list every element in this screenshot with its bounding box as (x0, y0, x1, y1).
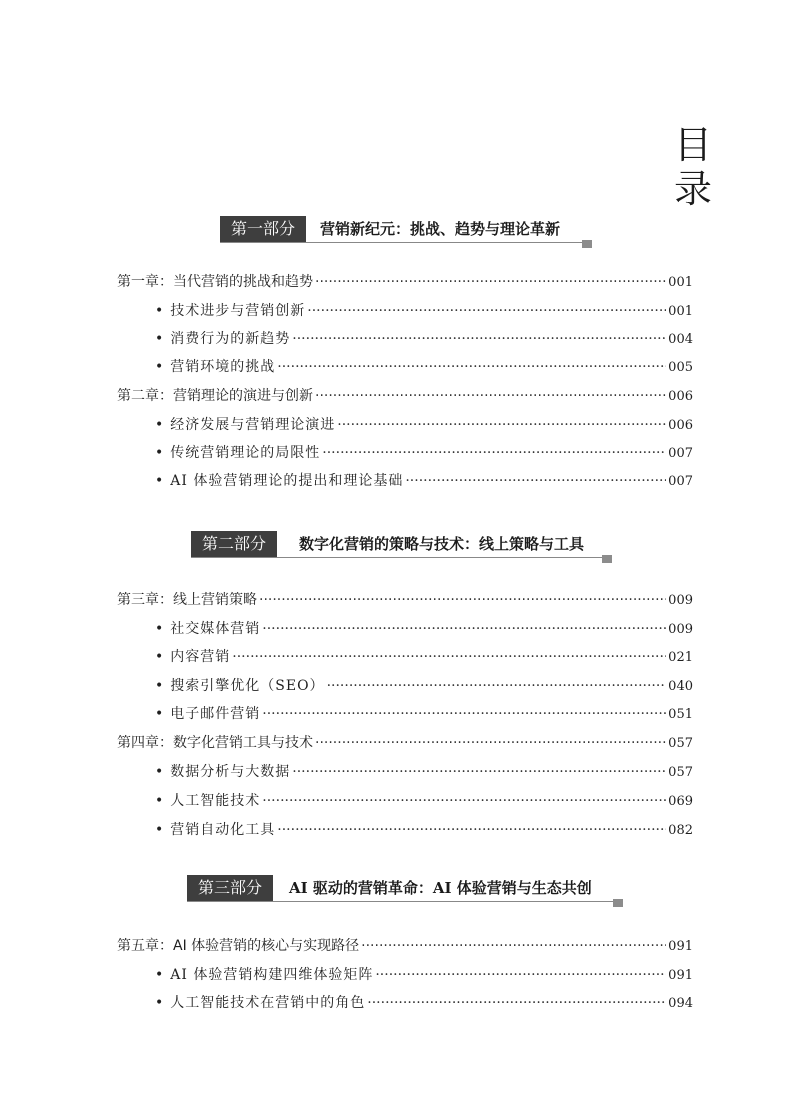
part-marker (602, 555, 612, 563)
entry-page: 001 (668, 304, 693, 319)
leader-dots (315, 733, 666, 753)
leader-dots (337, 415, 666, 435)
toc-chapter-entry[interactable] (117, 590, 693, 610)
bullet: • (155, 822, 165, 838)
part-title: 数字化营销的策略与技术：线上策略与工具 (299, 535, 585, 553)
part-title: 营销新纪元：挑战、趋势与理论革新 (320, 220, 561, 238)
leader-dots (405, 471, 666, 491)
entry-page: 021 (668, 650, 693, 665)
entry-title: 电子邮件营销 (170, 706, 261, 722)
entry-title: 第一章：当代营销的挑战和趋势 (117, 274, 313, 290)
toc-section-entry[interactable] (155, 471, 693, 491)
entry-title: 人工智能技术 (170, 793, 261, 809)
toc-chapter-entry[interactable] (117, 272, 693, 292)
leader-dots (315, 272, 666, 292)
entry-title: 第三章：线上营销策略 (117, 592, 257, 608)
bullet: • (155, 706, 165, 722)
part-heading (187, 875, 623, 907)
entry-title: 第二章：营销理论的演进与创新 (117, 388, 313, 404)
part-label: 第一部分 (220, 216, 306, 242)
toc-section-entry[interactable] (155, 676, 693, 696)
entry-page: 057 (668, 765, 693, 780)
page-title-char-1: 目 (673, 123, 712, 167)
bullet: • (155, 649, 165, 665)
leader-dots (277, 820, 666, 840)
entry-page: 004 (668, 332, 693, 347)
leader-dots (232, 647, 666, 667)
entry-page: 051 (668, 707, 693, 722)
part-rule (191, 557, 612, 558)
leader-dots (262, 791, 666, 811)
part-marker (613, 899, 623, 907)
leader-dots (361, 936, 666, 956)
toc-chapter-entry[interactable] (117, 386, 693, 406)
toc-section-entry[interactable] (155, 820, 693, 840)
toc-section-entry[interactable] (155, 357, 693, 377)
entry-title: 人工智能技术在营销中的角色 (170, 995, 366, 1011)
entry-title: AI 体验营销构建四维体验矩阵 (170, 967, 374, 983)
toc-chapter-entry[interactable] (117, 733, 693, 753)
leader-dots (367, 993, 666, 1013)
toc-section-entry[interactable] (155, 619, 693, 639)
entry-page: 091 (668, 939, 693, 954)
leader-dots (292, 329, 666, 349)
leader-dots (315, 386, 666, 406)
entry-page: 005 (668, 360, 693, 375)
leader-dots (259, 590, 666, 610)
bullet: • (155, 995, 165, 1011)
bullet: • (155, 621, 165, 637)
leader-dots (375, 965, 666, 985)
entry-title: 第五章：AI 体验营销的核心与实现路径 (117, 938, 360, 954)
part-label: 第二部分 (191, 531, 277, 557)
bullet: • (155, 303, 165, 319)
entry-title: 数据分析与大数据 (170, 764, 291, 780)
leader-dots (307, 301, 666, 321)
bullet: • (155, 331, 165, 347)
leader-dots (277, 357, 666, 377)
entry-title: 营销环境的挑战 (170, 359, 276, 375)
leader-dots (262, 619, 666, 639)
toc-section-entry[interactable] (155, 704, 693, 724)
entry-title: 第四章：数字化营销工具与技术 (117, 735, 313, 751)
toc-chapter-entry[interactable] (117, 936, 693, 956)
entry-page: 009 (668, 622, 693, 637)
toc-section-entry[interactable] (155, 443, 693, 463)
toc-section-entry[interactable] (155, 762, 693, 782)
part-title: AI 驱动的营销革命：AI 体验营销与生态共创 (289, 879, 592, 897)
toc-section-entry[interactable] (155, 329, 693, 349)
bullet: • (155, 417, 165, 433)
part-label: 第三部分 (187, 875, 273, 901)
leader-dots (262, 704, 666, 724)
entry-page: 007 (668, 474, 693, 489)
entry-title: 消费行为的新趋势 (170, 331, 291, 347)
entry-title: AI 体验营销理论的提出和理论基础 (170, 473, 404, 489)
entry-page: 094 (668, 996, 693, 1011)
entry-page: 091 (668, 968, 693, 983)
toc-section-entry[interactable] (155, 993, 693, 1013)
bullet: • (155, 473, 165, 489)
entry-page: 007 (668, 446, 693, 461)
leader-dots (327, 676, 667, 696)
part-heading (191, 531, 612, 563)
part-rule (187, 901, 623, 902)
leader-dots (322, 443, 666, 463)
bullet: • (155, 678, 165, 694)
page-title-char-2: 录 (673, 167, 712, 211)
entry-title: 技术进步与营销创新 (170, 303, 306, 319)
bullet: • (155, 764, 165, 780)
entry-title: 营销自动化工具 (170, 822, 276, 838)
toc-section-entry[interactable] (155, 647, 693, 667)
entry-page: 001 (668, 275, 693, 290)
bullet: • (155, 359, 165, 375)
entry-title: 传统营销理论的局限性 (170, 445, 321, 461)
entry-page: 040 (668, 679, 693, 694)
toc-section-entry[interactable] (155, 791, 693, 811)
entry-page: 057 (668, 736, 693, 751)
bullet: • (155, 445, 165, 461)
entry-page: 006 (668, 389, 693, 404)
toc-section-entry[interactable] (155, 301, 693, 321)
entry-title: 内容营销 (170, 649, 231, 665)
entry-title: 搜索引擎优化（SEO） (170, 678, 325, 694)
entry-page: 069 (668, 794, 693, 809)
toc-section-entry[interactable] (155, 415, 693, 435)
leader-dots (292, 762, 666, 782)
part-rule (220, 242, 592, 243)
entry-page: 082 (668, 823, 693, 838)
bullet: • (155, 793, 165, 809)
entry-page: 006 (668, 418, 693, 433)
part-marker (582, 240, 592, 248)
entry-page: 009 (668, 593, 693, 608)
entry-title: 社交媒体营销 (170, 621, 261, 637)
entry-title: 经济发展与营销理论演进 (170, 417, 336, 433)
bullet: • (155, 967, 165, 983)
part-heading (220, 216, 592, 248)
toc-section-entry[interactable] (155, 965, 693, 985)
